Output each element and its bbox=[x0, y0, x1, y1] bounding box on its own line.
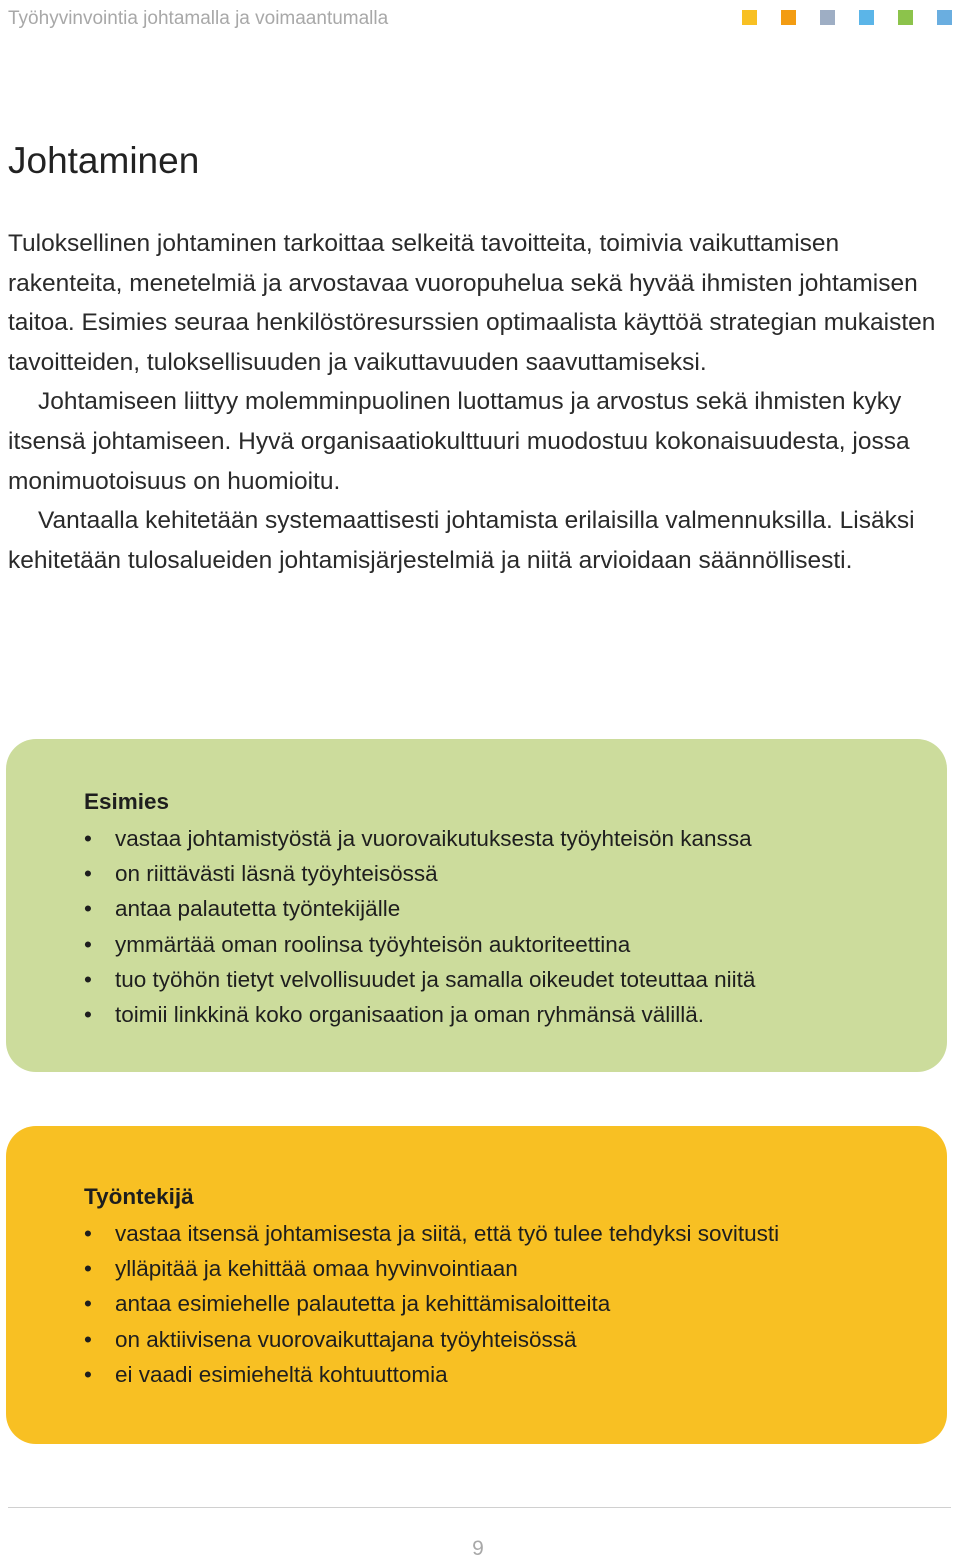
bullet-icon: • bbox=[84, 896, 92, 922]
list-item bbox=[84, 1251, 947, 1286]
body-text bbox=[8, 224, 953, 580]
esimies-box bbox=[6, 739, 947, 1072]
bullet-icon: • bbox=[84, 1291, 92, 1317]
paragraph: Tuloksellinen johtaminen tarkoittaa selkeitä tavoitteita, toimivia vaikuttamisen rakenteita, menetelmiä ja arvostavaa vuoropuhelua sekä hyvää ihmisten johtamisen taitoa. Esimies seuraa henkilöstöresurssien optimaalista käyttöä strategian mukaisten tavoitteiden, tuloksellisuuden ja vaikuttavuuden saavuttamiseksi. bbox=[8, 230, 936, 376]
list-item bbox=[84, 1357, 947, 1392]
bullet-icon: • bbox=[84, 1221, 92, 1246]
page-number: 9 bbox=[472, 1537, 484, 1560]
list-item bbox=[84, 891, 947, 926]
list-item bbox=[84, 821, 947, 856]
bullet-icon: • bbox=[84, 1361, 92, 1387]
list-item-text: ei vaadi esimieheltä kohtuuttomia bbox=[115, 1361, 448, 1387]
list-item-text: antaa esimiehelle palautetta ja kehittämisaloitteita bbox=[115, 1291, 611, 1317]
footer-divider bbox=[8, 1507, 951, 1508]
list-item bbox=[84, 962, 947, 997]
bullet-icon: • bbox=[84, 861, 92, 887]
list-item-text: antaa palautetta työntekijälle bbox=[115, 896, 401, 922]
list-item bbox=[84, 1286, 947, 1321]
bullet-icon: • bbox=[84, 826, 92, 851]
bullet-icon: • bbox=[84, 931, 92, 957]
list-item bbox=[84, 927, 947, 962]
list-item-text: vastaa johtamistyöstä ja vuorovaikutuksesta työyhteisön kanssa bbox=[115, 826, 752, 851]
bullet-icon: • bbox=[84, 1256, 92, 1282]
color-square bbox=[820, 10, 835, 25]
list-item bbox=[84, 1216, 947, 1251]
list-item-text: ylläpitää ja kehittää omaa hyvinvointiaan bbox=[115, 1256, 518, 1282]
list-item-text: tuo työhön tietyt velvollisuudet ja samalla oikeudet toteuttaa niitä bbox=[115, 966, 756, 992]
list-item-text: vastaa itsensä johtamisesta ja siitä, että työ tulee tehdyksi sovitusti bbox=[115, 1221, 780, 1246]
paragraph: Johtamiseen liittyy molemminpuolinen luottamus ja arvostus sekä ihmisten kyky itsensä johtamiseen. Hyvä organisaatiokulttuuri muodostuu kokonaisuudesta, jossa monimuotoisuus on huomioitu. bbox=[8, 388, 910, 495]
color-square bbox=[937, 10, 952, 25]
color-square bbox=[742, 10, 757, 25]
bullet-list bbox=[84, 821, 947, 1032]
paragraph: Vantaalla kehitetään systemaattisesti johtamista erilaisilla valmennuksilla. Lisäksi kehitetään tulosalueiden johtamisjärjestelmiä ja niitä arvioidaan säännöllisesti. bbox=[8, 507, 915, 574]
bullet-icon: • bbox=[84, 1002, 92, 1028]
tyontekija-box bbox=[6, 1126, 947, 1444]
box-title: Työntekijä bbox=[84, 1184, 194, 1209]
page-title: Johtaminen bbox=[8, 140, 200, 181]
list-item-text: on riittävästi läsnä työyhteisössä bbox=[115, 861, 438, 887]
bullet-icon: • bbox=[84, 966, 92, 992]
color-square bbox=[898, 10, 913, 25]
list-item-text: toimii linkkinä koko organisaation ja oman ryhmänsä välillä. bbox=[115, 1002, 705, 1028]
running-header: Työhyvinvointia johtamalla ja voimaantumalla bbox=[8, 8, 389, 29]
list-item-text: ymmärtää oman roolinsa työyhteisön auktoriteettina bbox=[115, 931, 631, 957]
list-item bbox=[84, 997, 947, 1032]
color-square bbox=[781, 10, 796, 25]
list-item bbox=[84, 1322, 947, 1357]
list-item bbox=[84, 856, 947, 891]
list-item-text: on aktiivisena vuorovaikuttajana työyhteisössä bbox=[115, 1326, 577, 1352]
bullet-icon: • bbox=[84, 1326, 92, 1352]
bullet-list bbox=[84, 1216, 947, 1392]
color-squares bbox=[718, 10, 952, 25]
box-title: Esimies bbox=[84, 789, 170, 814]
color-square bbox=[859, 10, 874, 25]
